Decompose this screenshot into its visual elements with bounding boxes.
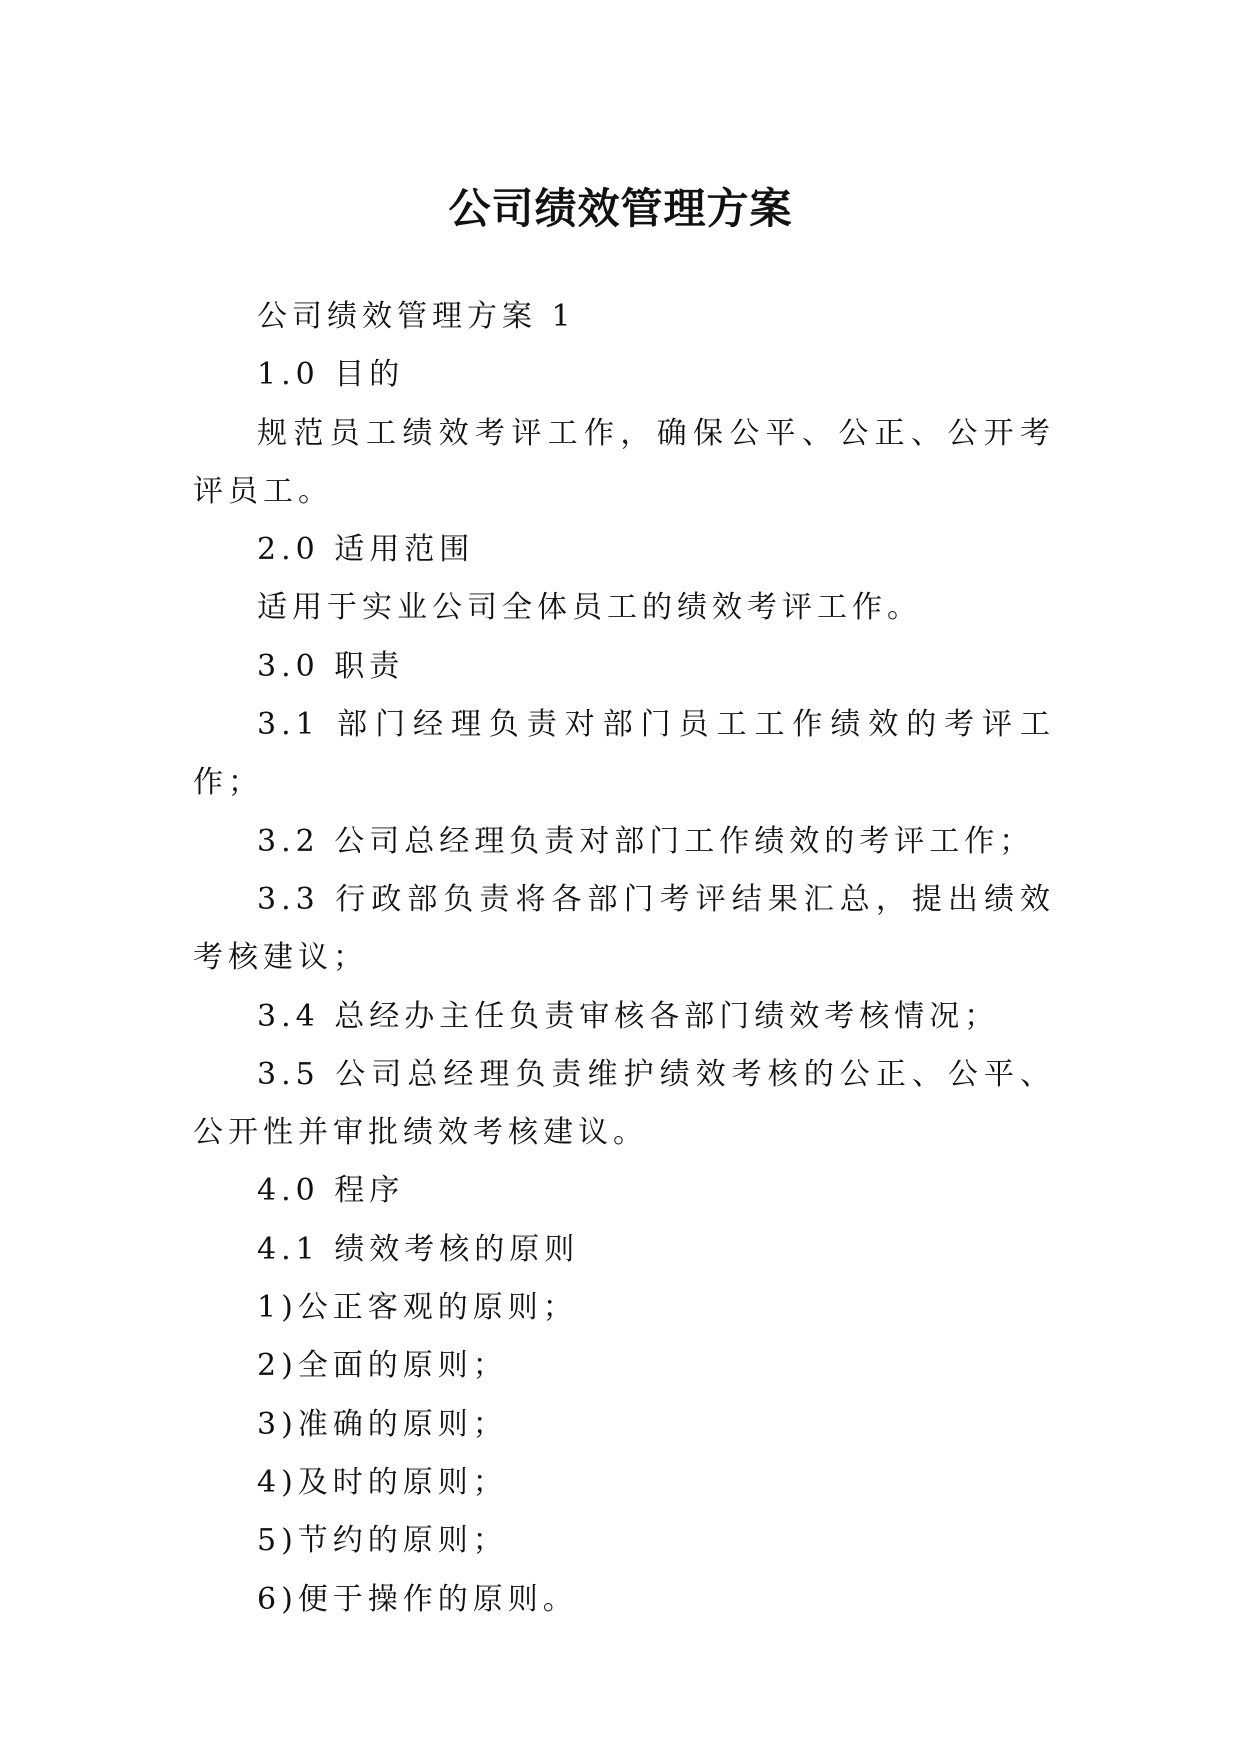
paragraph-duty-3-3: 3.3 行政部负责将各部门考评结果汇总，提出绩效考核建议；	[193, 881, 1055, 976]
paragraph-purpose-text: 规范员工绩效考评工作，确保公平、公正、公开考评员工。	[193, 415, 1055, 509]
list-item-principle-5: 5)节约的原则；	[257, 1523, 508, 1559]
paragraph-section-procedure: 4.0 程序	[257, 1173, 405, 1209]
list-item-principle-4: 4)及时的原则；	[257, 1464, 508, 1500]
list-item-principle-3: 3)准确的原则；	[257, 1406, 508, 1442]
paragraph-duty-3-4: 3.4 总经办主任负责审核各部门绩效考核情况；	[257, 998, 1000, 1034]
paragraph-duty-3-5: 3.5 公司总经理负责维护绩效考核的公正、公平、公开性并审批绩效考核建议。	[193, 1056, 1055, 1151]
paragraph-plan-heading: 公司绩效管理方案 1	[257, 299, 576, 334]
paragraph-section-purpose: 1.0 目的	[257, 357, 405, 393]
paragraph-duty-3-1: 3.1 部门经理负责对部门员工工作绩效的考评工作；	[193, 707, 1055, 801]
document-title: 公司绩效管理方案	[448, 184, 793, 234]
paragraph-duty-3-2: 3.2 公司总经理负责对部门工作绩效的考评工作；	[257, 823, 1035, 859]
list-item-principle-2: 2)全面的原则；	[257, 1348, 508, 1384]
document-body	[193, 288, 1055, 1629]
paragraph-section-duties: 3.0 职责	[257, 648, 405, 684]
paragraph-section-scope: 2.0 适用范围	[257, 532, 475, 568]
list-item-principle-6: 6)便于操作的原则。	[257, 1581, 578, 1617]
list-item-principle-1: 1)公正客观的原则；	[257, 1290, 578, 1326]
paragraph-procedure-4-1: 4.1 绩效考核的原则	[257, 1231, 580, 1267]
paragraph-scope-text: 适用于实业公司全体员工的绩效考评工作。	[257, 590, 922, 626]
